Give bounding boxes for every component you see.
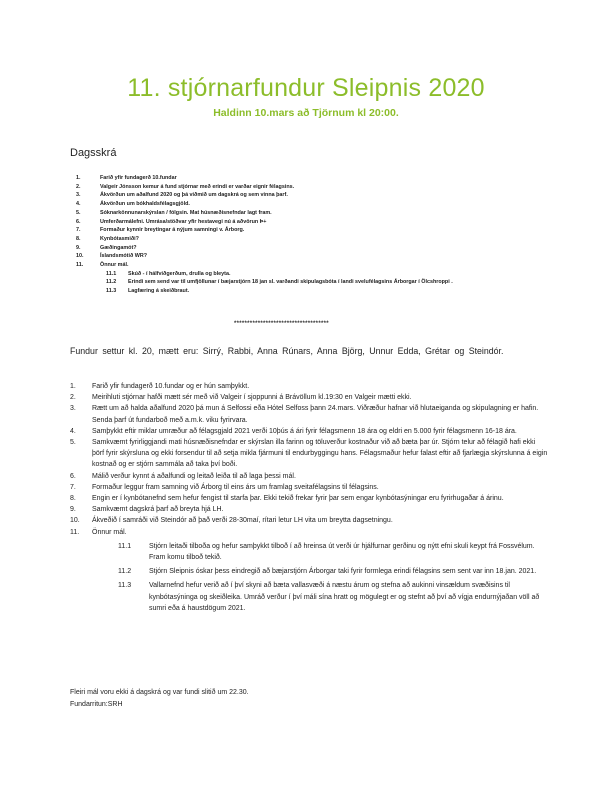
item-number: 11.1 bbox=[106, 270, 117, 277]
item-number: 2. bbox=[70, 394, 76, 402]
item-text: Gæðingamót? bbox=[100, 244, 137, 251]
list-item bbox=[70, 504, 548, 515]
list-item bbox=[70, 493, 548, 504]
item-text: Ákveðið í samráði við Steindór að það verði 28-30maí, rítari letur LH vita um breytta dagsetningu. bbox=[92, 517, 393, 525]
item-number: 10. bbox=[70, 517, 80, 525]
item-text: Rætt um að halda aðalfund 2020 þá mun á Selfossi eða Hótel Selfoss þann 24.mars. Viðræður hafnar við hlutaeiganda og skipulagning er hafin. Senda þarf út fundarboð með a.m.k. viku fyrirvara. bbox=[92, 405, 539, 424]
list-item bbox=[76, 174, 546, 183]
document-title: 11. stjórnarfundur Sleipnis 2020 bbox=[127, 74, 485, 102]
list-item bbox=[76, 261, 546, 270]
item-text: Formaður kynnir breytingar á nýjum samningi v. Árborg. bbox=[100, 227, 245, 234]
list-item bbox=[76, 244, 546, 253]
item-number: 11. bbox=[70, 528, 80, 536]
item-number: 7. bbox=[70, 483, 76, 491]
document-subtitle: Haldinn 10.mars að Tjörnum kl 20:00. bbox=[213, 107, 399, 119]
list-item bbox=[70, 482, 548, 493]
item-number: 9. bbox=[76, 244, 81, 251]
item-number: 11.2 bbox=[106, 279, 117, 286]
item-text: Formaður leggur fram samning við Árborg til eins árs um framlag sveitafélagsins til félagsins. bbox=[92, 483, 379, 491]
item-text: Önnur mál. bbox=[92, 528, 127, 536]
item-number: 1. bbox=[70, 383, 76, 390]
list-item bbox=[70, 381, 548, 392]
separator-line: ************************************ bbox=[234, 321, 329, 327]
item-number: 6. bbox=[76, 218, 81, 225]
list-subitem bbox=[70, 566, 548, 577]
item-number: 2. bbox=[76, 183, 81, 190]
list-item bbox=[76, 183, 546, 192]
list-item bbox=[76, 226, 546, 235]
list-item bbox=[76, 191, 546, 200]
item-number: 11.2 bbox=[118, 568, 132, 576]
item-text: Vallarnefnd hefur verið að í því skyni að bæta vallasvæði á næstu árum og stefna að aukinni vinsældum svæðisins til kynbótasýninga og skeiðleika. Umráð verður í því máli sína hratt og mögulegt er og stefnt að því að vígja endurnýjaðan völl að sumri eða á haustdögum 2021. bbox=[149, 582, 540, 612]
item-number: 8. bbox=[70, 495, 76, 503]
list-item bbox=[70, 392, 548, 403]
item-number: 4. bbox=[76, 201, 81, 208]
item-text: Íslandsmótið WR? bbox=[100, 253, 148, 260]
item-text: Meirihluti stjórnar hafði mætt sér með við Valgeir í sjoppunni á Brávöllum kl.19:30 en Valgeir mætti ekki. bbox=[92, 394, 412, 402]
agenda-heading: Dagsskrá bbox=[70, 147, 117, 159]
item-number: 9. bbox=[70, 506, 76, 514]
item-text: Engin er í kynbótanefnd sem hefur fengist til starfa þar. Ekki tekið frekar fyrir þar sem engar kynbótasýningar eru fyrirhugaðar á árinu. bbox=[92, 495, 504, 503]
item-text: Samkvæmt dagskrá þarf að breyta hjá LH. bbox=[92, 506, 224, 514]
list-item bbox=[76, 200, 546, 209]
item-number: 11.1 bbox=[118, 542, 132, 550]
item-number: 11. bbox=[76, 262, 84, 269]
item-text: Önnur mál. bbox=[100, 262, 129, 269]
minutes-list bbox=[70, 381, 548, 617]
item-number: 11.3 bbox=[106, 288, 117, 295]
list-subitem bbox=[76, 270, 546, 279]
item-text: Samþykkt eftir miklar umræður að félagsgjald 2021 verði 10þús á ári fyrir félagsmenn 18 ára og eldri en 5.000 fyrir félagsmenn 16-18 ára. bbox=[92, 427, 517, 435]
attendance-paragraph: Fundur settur kl. 20, mætt eru: Sirrý, Rabbi, Anna Rúnars, Anna Björg, Unnur Edda, Grétar og Steindór. bbox=[70, 346, 504, 356]
item-number: 8. bbox=[76, 235, 81, 242]
item-number: 5. bbox=[70, 439, 76, 447]
item-number: 6. bbox=[70, 472, 76, 480]
item-number: 10. bbox=[76, 253, 84, 260]
list-item bbox=[70, 437, 548, 471]
item-number: 7. bbox=[76, 227, 81, 234]
list-item bbox=[76, 218, 546, 227]
list-subitem bbox=[76, 287, 546, 296]
item-text: Skúð - í hálfviðgerðum, drulla og bleyta. bbox=[128, 270, 231, 277]
item-text: Farið yfir fundagerð 10.fundar og er hún samþykkt. bbox=[92, 383, 250, 390]
item-text: Stjórn leitaði tilboða og hefur samþykkt tilboð í að hreinsa út verði úr hjálfurnar gerðinu og nýtt efni skuli keypt frá Fossvélum. Fram komu tilboð tekið. bbox=[149, 542, 535, 562]
list-item bbox=[70, 403, 548, 425]
item-text: Erindi sem send var til umfjöllunar í bæjarstjórn 18 jan sl. varðandi skipulagsbóta í landi svelufélagsins Árborgar í Ölcshroppi . bbox=[128, 279, 453, 286]
item-text: Samkvæmt fyrirliggjandi mati húsnæðisnefndar er skýrslan illa farinn og töluverður kostnaður við að bæta þar úr. Stjórn telur að félagið hafi ekki þörf fyrir skýrsluna og ekki forsendur til að setja mikla fjármuni til endurbyggingu hans. Félagsmaður hefur falast eftir að fjarlægja skýrslunna á eigin kostnað og er stjórn sammála að taka því boði. bbox=[92, 439, 548, 469]
item-number: 3. bbox=[76, 192, 81, 199]
list-subitem bbox=[70, 541, 548, 563]
agenda-list bbox=[76, 174, 546, 296]
item-text: Sóknarkönnunarskýrslan / fólgsin. Mat húsnæðisnefndar lagt fram. bbox=[100, 209, 272, 216]
item-text: Valgeir Jónsson kemur á fund stjórnar með erindi er varðar eignir félagsins. bbox=[100, 183, 295, 190]
item-text: Ákvörðun um aðalfund 2020 og þá viðmið um dagskrá og sem vinna þarf. bbox=[100, 192, 288, 199]
list-item bbox=[76, 252, 546, 261]
item-number: 4. bbox=[70, 427, 76, 435]
list-subitem bbox=[76, 278, 546, 287]
list-subitem bbox=[70, 580, 548, 614]
closing-line: Fleiri mál voru ekki á dagskrá og var fundi slitið um 22.30. bbox=[70, 689, 249, 696]
list-item bbox=[70, 515, 548, 526]
item-text: Lagfæring á skeiðbraut. bbox=[128, 288, 190, 295]
item-text: Málið verður kynnt á aðalfundi og leitað leiða til að laga þessi mál. bbox=[92, 472, 296, 480]
item-text: Farið yfir fundagerð 10.fundar bbox=[100, 175, 177, 181]
item-number: 1. bbox=[76, 175, 81, 181]
list-item bbox=[70, 471, 548, 482]
item-text: Ákvörðun um bókhaldsfélagsgjöld. bbox=[100, 201, 190, 208]
item-text: Stjórn Sleipnis óskar þess eindregið að bæjarstjórn Árborgar taki fyrir formlega erindi félagsins sem sent var inn 18.jan. 2021. bbox=[149, 568, 537, 576]
list-item bbox=[76, 209, 546, 218]
item-number: 5. bbox=[76, 209, 81, 216]
item-text: Umferðarmálefni. Umrása/stöðvar yfir hestavegi nú á aðvörun Þ+ bbox=[100, 218, 267, 225]
closing-block bbox=[70, 687, 548, 711]
item-number: 3. bbox=[70, 405, 76, 413]
list-item bbox=[70, 527, 548, 538]
item-text: Kynbótasmiði? bbox=[100, 235, 139, 242]
list-item bbox=[76, 235, 546, 244]
signature: Fundarritun:SRH bbox=[70, 701, 123, 708]
item-number: 11.3 bbox=[118, 582, 132, 590]
list-item bbox=[70, 426, 548, 437]
